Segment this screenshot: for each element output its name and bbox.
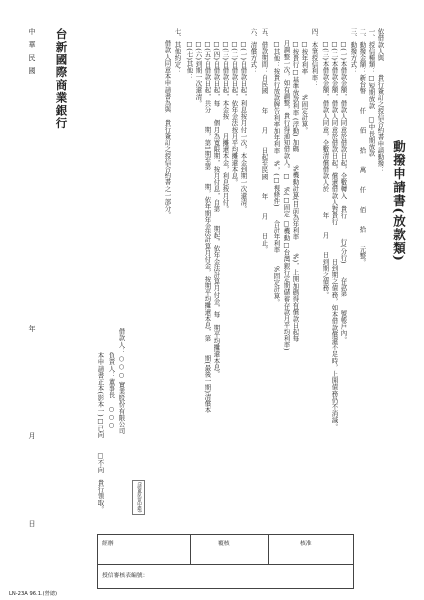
rate-option-other: □其他：按貴行放款牌告利率加年利率 %，(□視條件) 合計年利率 %固定計算。 (272, 40, 281, 306)
date-month: 月 (28, 432, 36, 439)
approval-cell-review (190, 535, 269, 564)
form-title: 動撥申請書(放款類) (391, 140, 407, 262)
repay-option-6: □(六)到期一次還清。 (194, 40, 203, 107)
credit-type-line: 一、授信種類：□短期放款 □中長期放款 (367, 28, 376, 157)
repay-option-3: □(三)自借款日起，本金按 月攤還本金，利息按月付。 (221, 40, 230, 212)
repay-option-4: □(四)自借款日起，每 個月為寬限期，按月付息，自第 期起，依年金法計算月付金，每 期平均攤還本息。 (212, 40, 221, 377)
seal-line: 本申請書正本(影本一)□已向 □不向 貴行領取。 (96, 352, 105, 513)
seal-note-box: (請蓋原留印鑑) (132, 480, 145, 515)
approval-cell-handler (98, 535, 191, 564)
agreement-line: 借款人同意本申請書為與 貴行簽訂之授信合約書之一部分。 (163, 40, 172, 219)
approval-label-handler: 經辦 (102, 541, 114, 547)
borrower-line: 借款人：○○○ 實業股份有限公司 (117, 328, 126, 435)
rate-option-float: □按貴行□基準放款利率 (浮動) 加碼 %機動計算(目前為年利率 %)，上開加碼得有償款日起每 (291, 40, 300, 342)
date-year: 年 (28, 325, 36, 332)
repay-option-2: □(二)自借款日起，依年金法按月平均攤還本息。 (230, 40, 239, 186)
representative-line: 負責人：董事長 ○○○ (107, 352, 116, 430)
approval-box-row1 (98, 535, 353, 565)
method-option-1: □(一)本借款金額，借款人同意於借款日起，全數轉入 貴行 行(分行) 存款第 號帳戶內。 (339, 40, 348, 343)
method-option-3: □(三)本借款金額，借款人同意，全數清償借款人於 年 月 日到期之債務。 (321, 40, 330, 298)
term-line: 五、借款期間：自民國 年 月 日起至民國 年 月 日止。 (260, 28, 269, 253)
date-prefix: 中華民國 (28, 28, 36, 80)
other-terms-heading: 七、其他約定： (173, 28, 182, 75)
bank-name: 台新國際商業銀行 (54, 28, 69, 130)
amount-line: 二、動撥金額：新台幣 仟 佰 拾 萬 仟 佰 拾 元整。 (358, 28, 367, 266)
rate-heading: 四、本筆授信利率： (310, 28, 319, 88)
rate-option-fixed: □按年利率 %固定計算。 (300, 40, 309, 134)
approval-cell-approve (268, 535, 353, 564)
approval-label-review: 覆核 (218, 541, 230, 547)
repay-option-5: □(五)自借款日起，共分 期，第1期至第 期，依年期年金法計算月付金，按期平均攤還本息，第 期(最後一期)清償本 (203, 40, 212, 414)
review-form-number-label: 授信審核表編號： (102, 573, 149, 579)
approval-box (97, 534, 354, 589)
intro-line: 依借款人與 貴行簽訂之授信合約書申請動撥： (376, 28, 385, 174)
date-day: 日 (28, 520, 36, 527)
form-code: LN-23A 96.1.(營總) (9, 591, 58, 597)
method-option-2: □(二)本借款金額，借款人同意於借款日起，償還借款人對貴行 日到期之債務，如本借款償還不足時，上開債務仍不消滅。 (330, 40, 339, 430)
approval-label-approve: 核准 (300, 541, 312, 547)
repay-option-1: □(一)自借款日起，利息按月付一次，本金到期一次還清。 (239, 40, 248, 212)
repay-option-7: □(七)其他： (185, 40, 194, 80)
method-heading: 三、動撥方式： (349, 28, 358, 75)
rate-option-float-cont: 月調整一次，如有調整，貴行得通知借款人。□ %(□固定 □機動□台灣銀行定期儲蓄存款月平均利率) (282, 40, 291, 351)
repay-heading: 六、清償方式： (249, 28, 258, 75)
